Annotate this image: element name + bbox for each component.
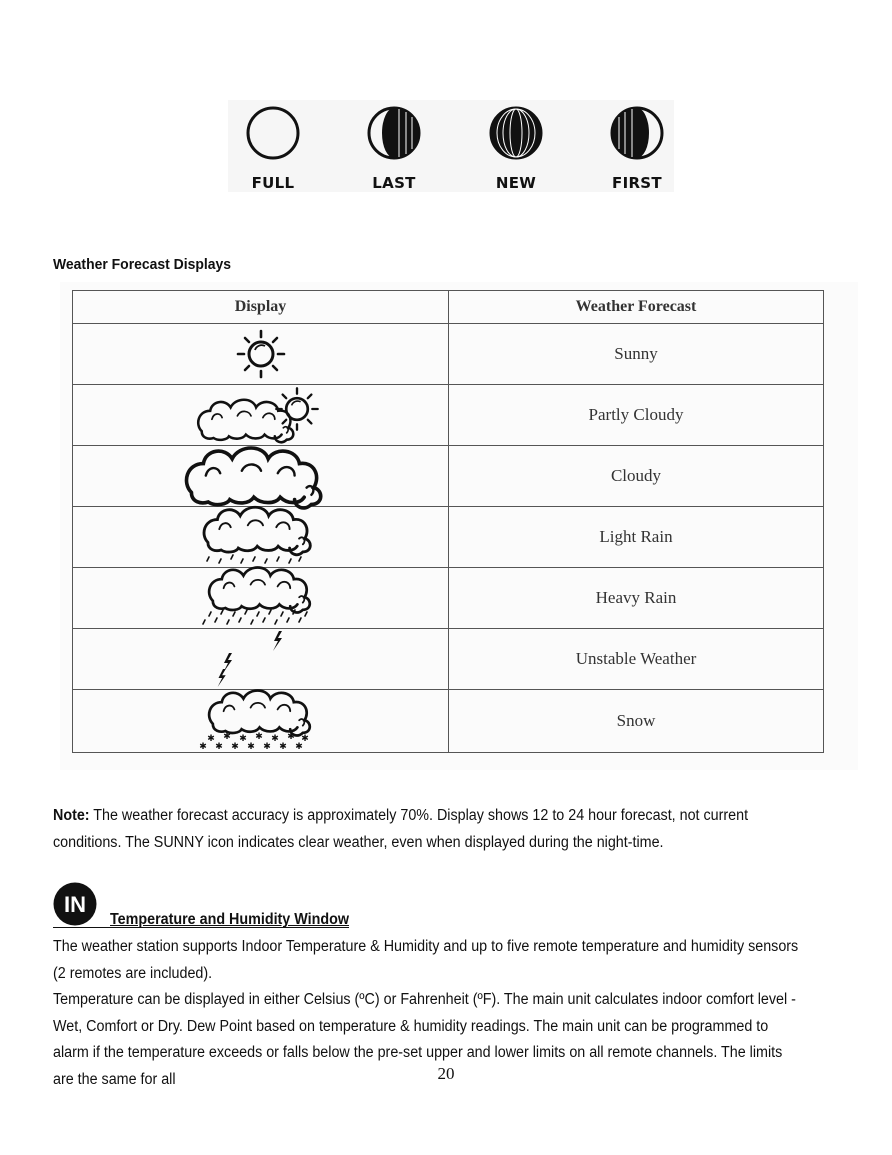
first-quarter-moon-icon	[608, 104, 666, 162]
forecast-label: Light Rain	[449, 507, 824, 568]
svg-text:✱: ✱	[222, 732, 231, 742]
svg-text:✱: ✱	[198, 742, 207, 752]
indoor-paragraph-2: Temperature can be displayed in either Celsius (ºC) or Fahrenheit (ºF). The main unit calculates indoor comfort level - Wet, Comfort or Dry. Dew Point based on temperature & humidity readings. The main unit can be programmed to alarm if the temperature exceeds or falls below the pre-set upper and lower limits on all remote channels. The limits are the same for all	[53, 991, 796, 1088]
svg-text:✱: ✱	[286, 732, 295, 742]
display-cell	[73, 446, 449, 507]
svg-text:✱: ✱	[206, 734, 215, 744]
svg-text:✱: ✱	[270, 734, 279, 744]
note-paragraph	[53, 803, 802, 856]
indoor-paragraph-1: The weather station supports Indoor Temperature & Humidity and up to five remote temperature and humidity sensors (2 remotes are included).	[53, 938, 799, 982]
moon-phase-label: FIRST	[612, 174, 662, 192]
table-row	[73, 629, 824, 690]
forecast-label: Unstable Weather	[449, 629, 824, 690]
indoor-badge-icon	[53, 882, 97, 926]
table-row	[73, 324, 824, 385]
note-label: Note:	[53, 807, 90, 824]
partly-cloudy-icon	[196, 387, 326, 443]
snow-icon	[191, 692, 331, 750]
moon-phase-label: LAST	[372, 174, 416, 192]
full-moon-icon	[244, 104, 302, 162]
lightning-icon	[211, 631, 311, 687]
svg-text:✱: ✱	[254, 732, 263, 742]
table-row	[73, 507, 824, 568]
table-row	[73, 568, 824, 629]
table-row	[73, 690, 824, 753]
display-cell	[73, 324, 449, 385]
moon-phase-first	[608, 104, 666, 192]
section-title: Weather Forecast Displays	[53, 256, 232, 273]
last-quarter-moon-icon	[365, 104, 423, 162]
indoor-section-title: Temperature and Humidity Window	[110, 911, 349, 928]
moon-phase-new	[487, 104, 545, 192]
moon-phase-label: FULL	[251, 174, 295, 192]
svg-text:✱: ✱	[230, 742, 239, 752]
table-row	[73, 385, 824, 446]
column-header: Weather Forecast	[449, 291, 824, 324]
sun-icon	[231, 326, 291, 382]
display-cell	[73, 629, 449, 690]
cloud-icon	[186, 448, 336, 504]
note-text: The weather forecast accuracy is approximately 70%. Display shows 12 to 24 hour forecast, not current conditions. The SUNNY icon indicates clear weather, even when displayed during the night-time.	[53, 807, 749, 851]
display-cell	[73, 690, 449, 753]
table-header-row	[73, 291, 824, 324]
light-rain-icon	[196, 509, 326, 565]
forecast-label: Sunny	[449, 324, 824, 385]
svg-text:✱: ✱	[214, 742, 223, 752]
column-header: Display	[73, 291, 449, 324]
svg-text:✱: ✱	[246, 742, 255, 752]
svg-text:✱: ✱	[238, 734, 247, 744]
svg-text:✱: ✱	[294, 742, 303, 752]
heavy-rain-icon	[191, 570, 331, 626]
table-row	[73, 446, 824, 507]
svg-text:✱: ✱	[300, 734, 309, 744]
moon-phase-full	[244, 104, 302, 192]
svg-text:✱: ✱	[262, 742, 271, 752]
new-moon-icon	[487, 104, 545, 162]
forecast-label: Cloudy	[449, 446, 824, 507]
moon-phase-last	[365, 104, 423, 192]
svg-text:✱: ✱	[278, 742, 287, 752]
indoor-badge-text: IN	[64, 892, 86, 917]
moon-phase-label: NEW	[495, 174, 537, 192]
forecast-label: Snow	[449, 690, 824, 753]
forecast-label: Heavy Rain	[449, 568, 824, 629]
display-cell	[73, 568, 449, 629]
display-cell	[73, 507, 449, 568]
forecast-table	[72, 290, 824, 753]
page-number: 20	[437, 1064, 455, 1083]
display-cell	[73, 385, 449, 446]
forecast-label: Partly Cloudy	[449, 385, 824, 446]
